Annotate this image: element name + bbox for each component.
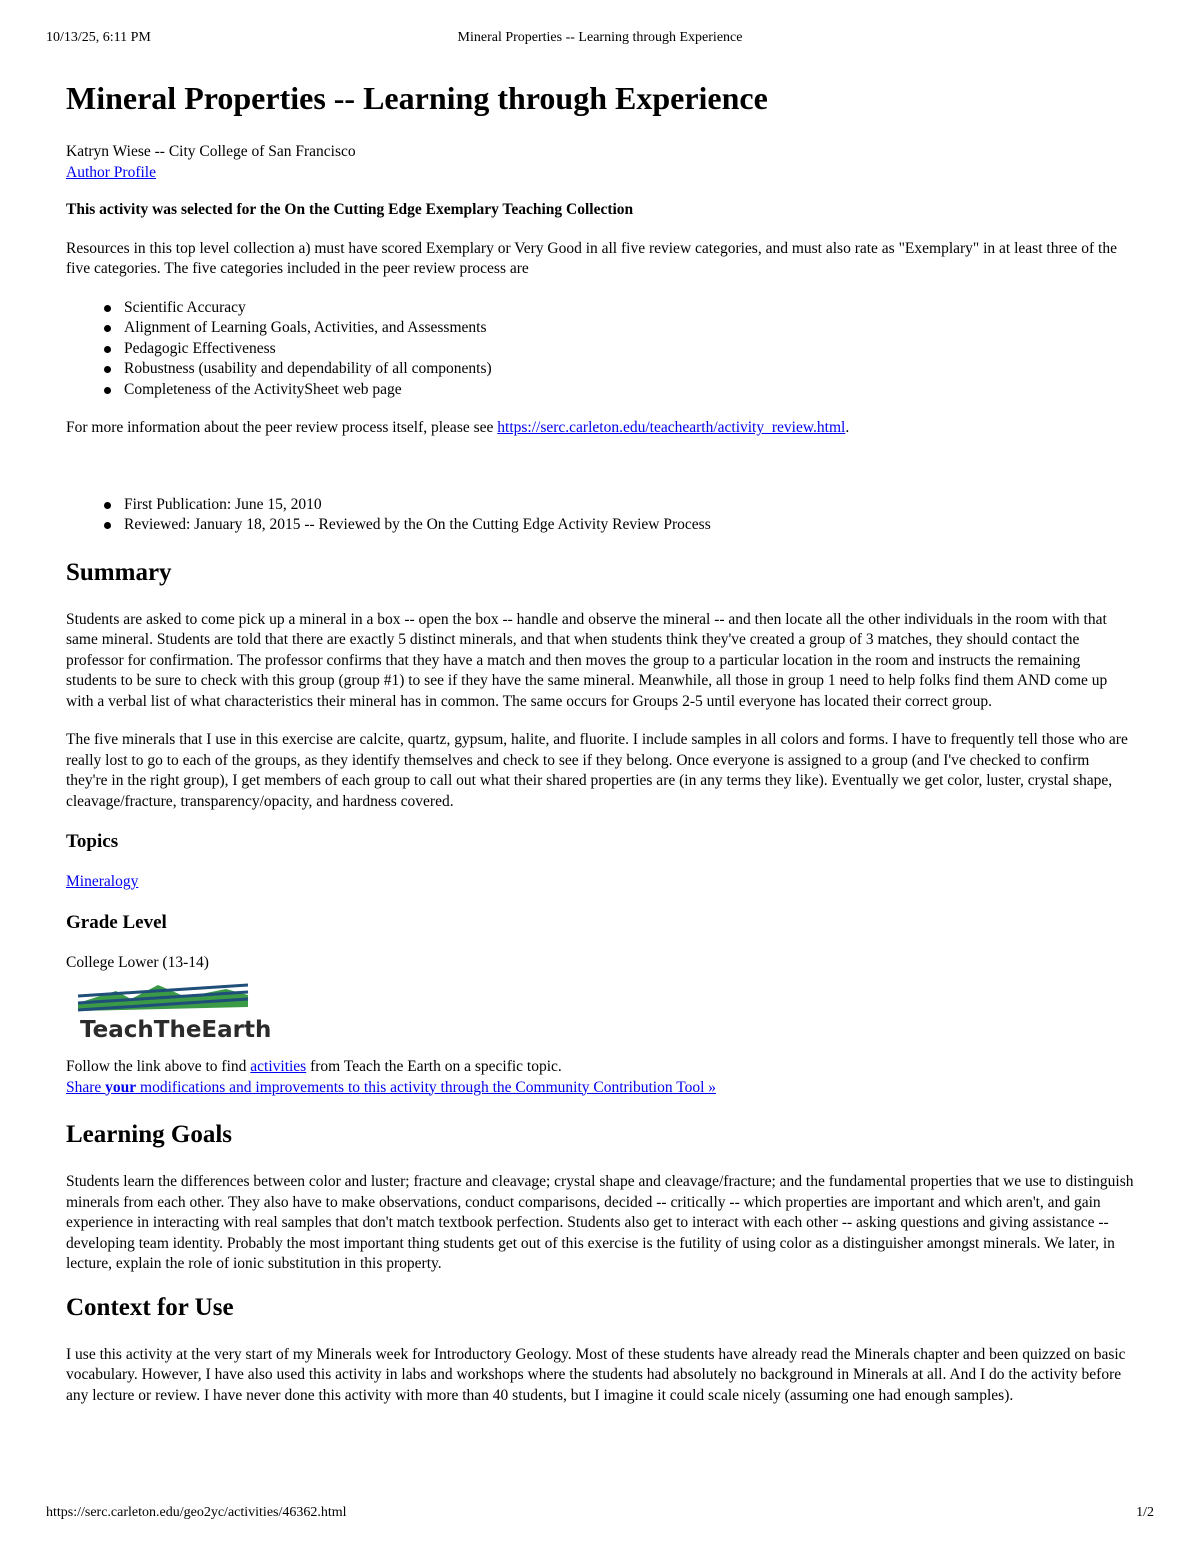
topic-link-mineralogy[interactable]: Mineralogy bbox=[66, 873, 139, 890]
list-item: First Publication: June 15, 2010 bbox=[124, 495, 1134, 516]
list-item: Pedagogic Effectiveness bbox=[124, 339, 1134, 360]
author-line: Katryn Wiese -- City College of San Francisco bbox=[66, 143, 356, 160]
grade-level-value: College Lower (13-14) bbox=[66, 953, 209, 971]
list-item: Reviewed: January 18, 2015 -- Reviewed by the On the Cutting Edge Activity Review Process bbox=[124, 515, 1134, 536]
list-item: Robustness (usability and dependability of all components) bbox=[124, 359, 1134, 380]
list-item: Scientific Accuracy bbox=[124, 298, 1134, 319]
list-item: Alignment of Learning Goals, Activities, and Assessments bbox=[124, 318, 1134, 339]
context-heading: Context for Use bbox=[66, 1293, 234, 1321]
article bbox=[66, 78, 1134, 1424]
collection-notice: This activity was selected for the On the Cutting Edge Exemplary Teaching Collection bbox=[66, 201, 634, 218]
print-url: https://serc.carleton.edu/geo2yc/activities/46362.html bbox=[46, 1505, 347, 1520]
grade-level-heading: Grade Level bbox=[66, 911, 167, 933]
context-paragraph: I use this activity at the very start of my Minerals week for Introductory Geology. Most of these students have already read the Minerals chapter and been quizzed on basic vocabulary. However, I have also used this activity in labs and workshops where the students had absolutely no background in Minerals at all. And I do the activity before any lecture or review. I have never done this activity with more than 40 students, but I imagine it could scale nicely (assuming one had enough samples). bbox=[66, 1345, 1126, 1404]
learning-goals-paragraph: Students learn the differences between color and luster; fracture and cleavage; crystal shape and cleavage/fracture; and the fundamental properties that we use to distinguish minerals from each other. They also have to make observations, conduct comparisons, decided -- critically -- which properties are important and which aren't, and gain experience in interacting with real samples that don't match textbook perfection. Students also get to interact with each other -- asking questions and giving assistance -- developing team identity. Probably the most important thing students get out of this exercise is the futility of using color as a distinguisher amongst minerals. We later, in lecture, explain the role of ionic substitution in this property. bbox=[66, 1173, 1134, 1272]
author-profile-link[interactable]: Author Profile bbox=[66, 163, 156, 181]
print-footer bbox=[46, 1505, 1154, 1525]
print-page-number: 1/2 bbox=[1136, 1505, 1154, 1520]
teach-the-earth-logo[interactable] bbox=[76, 981, 272, 1045]
topics-heading: Topics bbox=[66, 831, 119, 852]
logo-text: TeachTheEarth bbox=[80, 1017, 272, 1043]
publication-list bbox=[66, 495, 1134, 536]
peer-review-end: . bbox=[845, 419, 850, 436]
teach-the-earth-logo-icon bbox=[76, 981, 272, 1045]
print-page-title: Mineral Properties -- Learning through Experience bbox=[457, 30, 743, 45]
peer-review-link[interactable]: https://serc.carleton.edu/teachearth/activity_review.html bbox=[497, 419, 846, 436]
learning-goals-heading: Learning Goals bbox=[66, 1121, 232, 1148]
summary-paragraph: Students are asked to come pick up a mineral in a box -- open the box -- handle and observe the mineral -- and then locate all the other individuals in the room with that same mineral. Students are told that there are exactly 5 distinct minerals, and that when students think they've created a group of 3 matches, they should contact the professor for confirmation. The professor confirms that they have a match and then moves the group to a particular location in the room and instructs the remaining students to be sure to check with this group (group #1) to see if they have the same mineral. Meanwhile, all those in group 1 need to help folks find them AND come up with a verbal list of what characteristics their mineral has in common. The same occurs for Groups 2-5 until everyone has located their correct group. bbox=[66, 610, 1108, 710]
summary-heading: Summary bbox=[66, 558, 172, 586]
activities-link[interactable]: activities bbox=[250, 1058, 307, 1075]
community-contribution-link[interactable]: Share your modifications and improvements to this activity through the Community Contribution Tool » bbox=[66, 1078, 717, 1096]
follow-text: Follow the link above to find activities from Teach the Earth on a specific topic. bbox=[66, 1058, 562, 1075]
print-datetime: 10/13/25, 6:11 PM bbox=[46, 30, 151, 45]
print-header bbox=[46, 30, 1154, 50]
summary-paragraph: The five minerals that I use in this exercise are calcite, quartz, gypsum, halite, and fluorite. I include samples in all colors and forms. I have to frequently tell those who are really lost to go to each of the groups, as they identify themselves and check to see if they belong. Once everyone is assigned to a group (and I've checked to confirm they're in the right group), I get members of each group to call out what their shared properties are (in any terms they like). Eventually we get color, luster, crystal shape, cleavage/fracture, transparency/opacity, and hardness covered. bbox=[66, 731, 1128, 810]
collection-description: Resources in this top level collection a) must have scored Exemplary or Very Good in all five review categories, and must also rate as "Exemplary" in at least three of the five categories. The five categories included in the peer review process are bbox=[66, 239, 1117, 277]
page-title: Mineral Properties -- Learning through Experience bbox=[66, 80, 768, 116]
review-categories-list bbox=[66, 298, 1134, 401]
peer-review-info bbox=[66, 418, 1134, 439]
peer-review-text: For more information about the peer review process itself, please see bbox=[66, 419, 498, 436]
list-item: Completeness of the ActivitySheet web page bbox=[124, 380, 1134, 401]
